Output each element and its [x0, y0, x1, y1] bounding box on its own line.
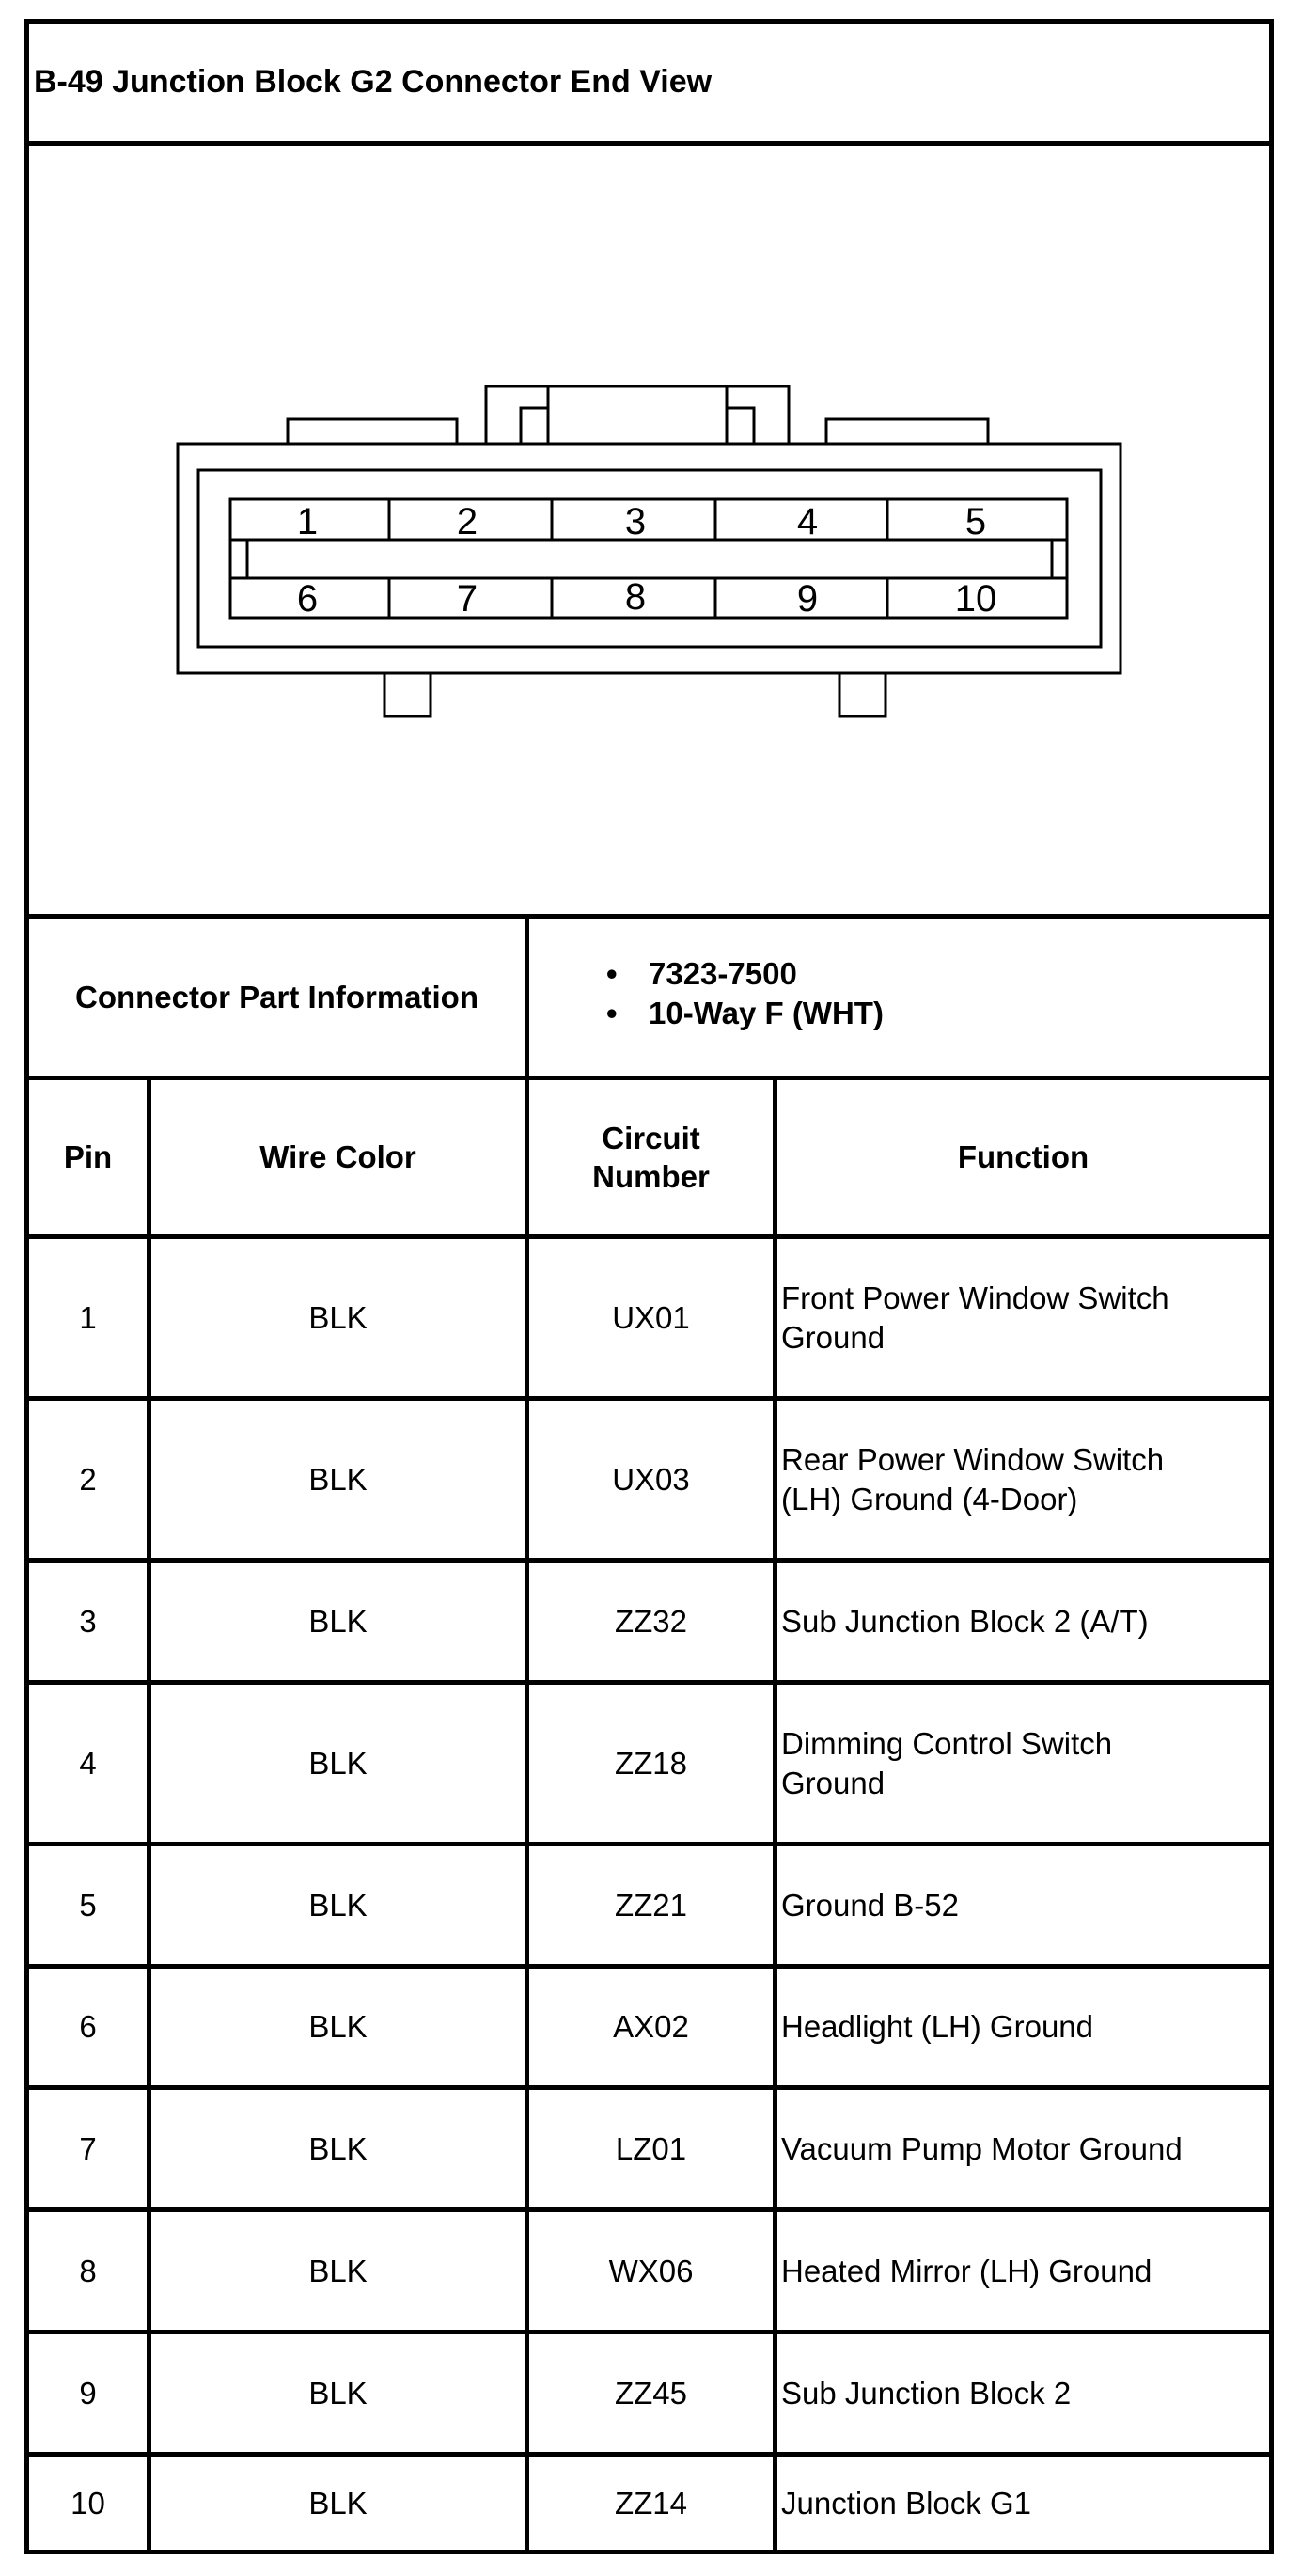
pin-label-1: 1	[296, 501, 319, 542]
pin-cell: 10	[71, 2485, 105, 2521]
circuit-number-cell: UX03	[612, 1461, 690, 1497]
connector-type: 10-Way F (WHT)	[649, 996, 884, 1030]
pin-label-3: 3	[624, 501, 647, 542]
pin-label-4: 4	[796, 501, 819, 542]
function-cell	[777, 2090, 1269, 2207]
pin-label-9: 9	[796, 578, 819, 620]
header-pin: Pin	[63, 1139, 113, 1175]
circuit-number-cell: AX02	[613, 2009, 689, 2045]
part-info-label: Connector Part Information	[74, 979, 479, 1014]
pin-cell: 7	[79, 2130, 97, 2166]
function-cell	[777, 1563, 1269, 1680]
pin-cell: 8	[79, 2253, 97, 2288]
wire-color-cell: BLK	[308, 2375, 368, 2411]
header-circuit-number	[529, 1080, 773, 1234]
function-cell	[777, 1969, 1269, 2085]
function-text-line: Headlight (LH) Ground	[781, 2009, 1093, 2045]
connector-end-view-diagram	[29, 149, 1269, 914]
function-text-line: Ground B-52	[781, 1887, 959, 1923]
pin-cell: 1	[79, 1299, 97, 1335]
function-cell	[777, 2457, 1269, 2550]
function-text-line: Sub Junction Block 2	[781, 2375, 1072, 2411]
function-text-line: Sub Junction Block 2 (A/T)	[781, 1603, 1149, 1639]
function-text-line: Vacuum Pump Motor Ground	[781, 2130, 1183, 2166]
function-text-line: Junction Block G1	[781, 2485, 1031, 2521]
wire-color-cell: BLK	[308, 2009, 368, 2045]
pin-cell: 6	[79, 2009, 97, 2045]
function-text-line: (LH) Ground (4-Door)	[781, 1481, 1078, 1516]
pin-cell: 2	[79, 1461, 97, 1497]
part-info-item: • 7323-7500	[606, 954, 884, 994]
function-text-line: Ground	[781, 1765, 886, 1800]
function-text-line: Ground	[781, 1319, 886, 1355]
header-circuit-line1: Circuit	[602, 1120, 700, 1155]
function-cell	[777, 1239, 1269, 1396]
circuit-number-cell: LZ01	[615, 2130, 687, 2166]
divider	[24, 141, 1274, 146]
function-text-line: Front Power Window Switch	[781, 1280, 1169, 1316]
function-text-line: Heated Mirror (LH) Ground	[781, 2253, 1152, 2288]
wire-color-cell: BLK	[308, 1603, 368, 1639]
function-cell	[777, 1685, 1269, 1842]
circuit-number-cell: ZZ32	[614, 1603, 688, 1639]
wire-color-cell: BLK	[308, 2253, 368, 2288]
function-text-line: Dimming Control Switch	[781, 1726, 1113, 1762]
pin-label-5: 5	[964, 501, 987, 542]
wire-color-cell: BLK	[308, 2130, 368, 2166]
wire-color-cell: BLK	[308, 1745, 368, 1781]
circuit-number-cell: ZZ14	[614, 2485, 688, 2521]
part-info-list	[606, 954, 884, 1033]
function-cell	[777, 2212, 1269, 2330]
pin-cell: 5	[79, 1887, 97, 1923]
circuit-number-cell: WX06	[608, 2253, 694, 2288]
function-cell	[777, 1401, 1269, 1558]
circuit-number-cell: ZZ45	[614, 2375, 688, 2411]
function-cell	[777, 1846, 1269, 1964]
header-circuit-line2: Number	[592, 1159, 710, 1194]
pin-cell: 3	[79, 1603, 97, 1639]
header-wire-color: Wire Color	[259, 1139, 416, 1175]
wire-color-cell: BLK	[308, 1887, 368, 1923]
circuit-number-cell: ZZ21	[614, 1887, 688, 1923]
page-title: B-49 Junction Block G2 Connector End View	[34, 64, 713, 100]
function-cell	[777, 2334, 1269, 2452]
wire-color-cell: BLK	[308, 2485, 368, 2521]
circuit-number-cell: ZZ18	[614, 1745, 688, 1781]
part-info-item: • 10-Way F (WHT)	[606, 994, 884, 1033]
function-text-line: Rear Power Window Switch	[781, 1442, 1165, 1478]
header-function: Function	[957, 1139, 1089, 1175]
part-number: 7323-7500	[649, 956, 797, 991]
pin-cell: 4	[79, 1745, 97, 1781]
pin-label-7: 7	[456, 578, 478, 620]
pin-label-6: 6	[296, 578, 319, 620]
pin-label-8: 8	[624, 576, 647, 618]
wire-color-cell: BLK	[308, 1299, 368, 1335]
pin-label-2: 2	[456, 501, 478, 542]
pin-cell: 9	[79, 2375, 97, 2411]
pin-label-10: 10	[954, 578, 997, 620]
circuit-number-cell: UX01	[612, 1299, 690, 1335]
wire-color-cell: BLK	[308, 1461, 368, 1497]
